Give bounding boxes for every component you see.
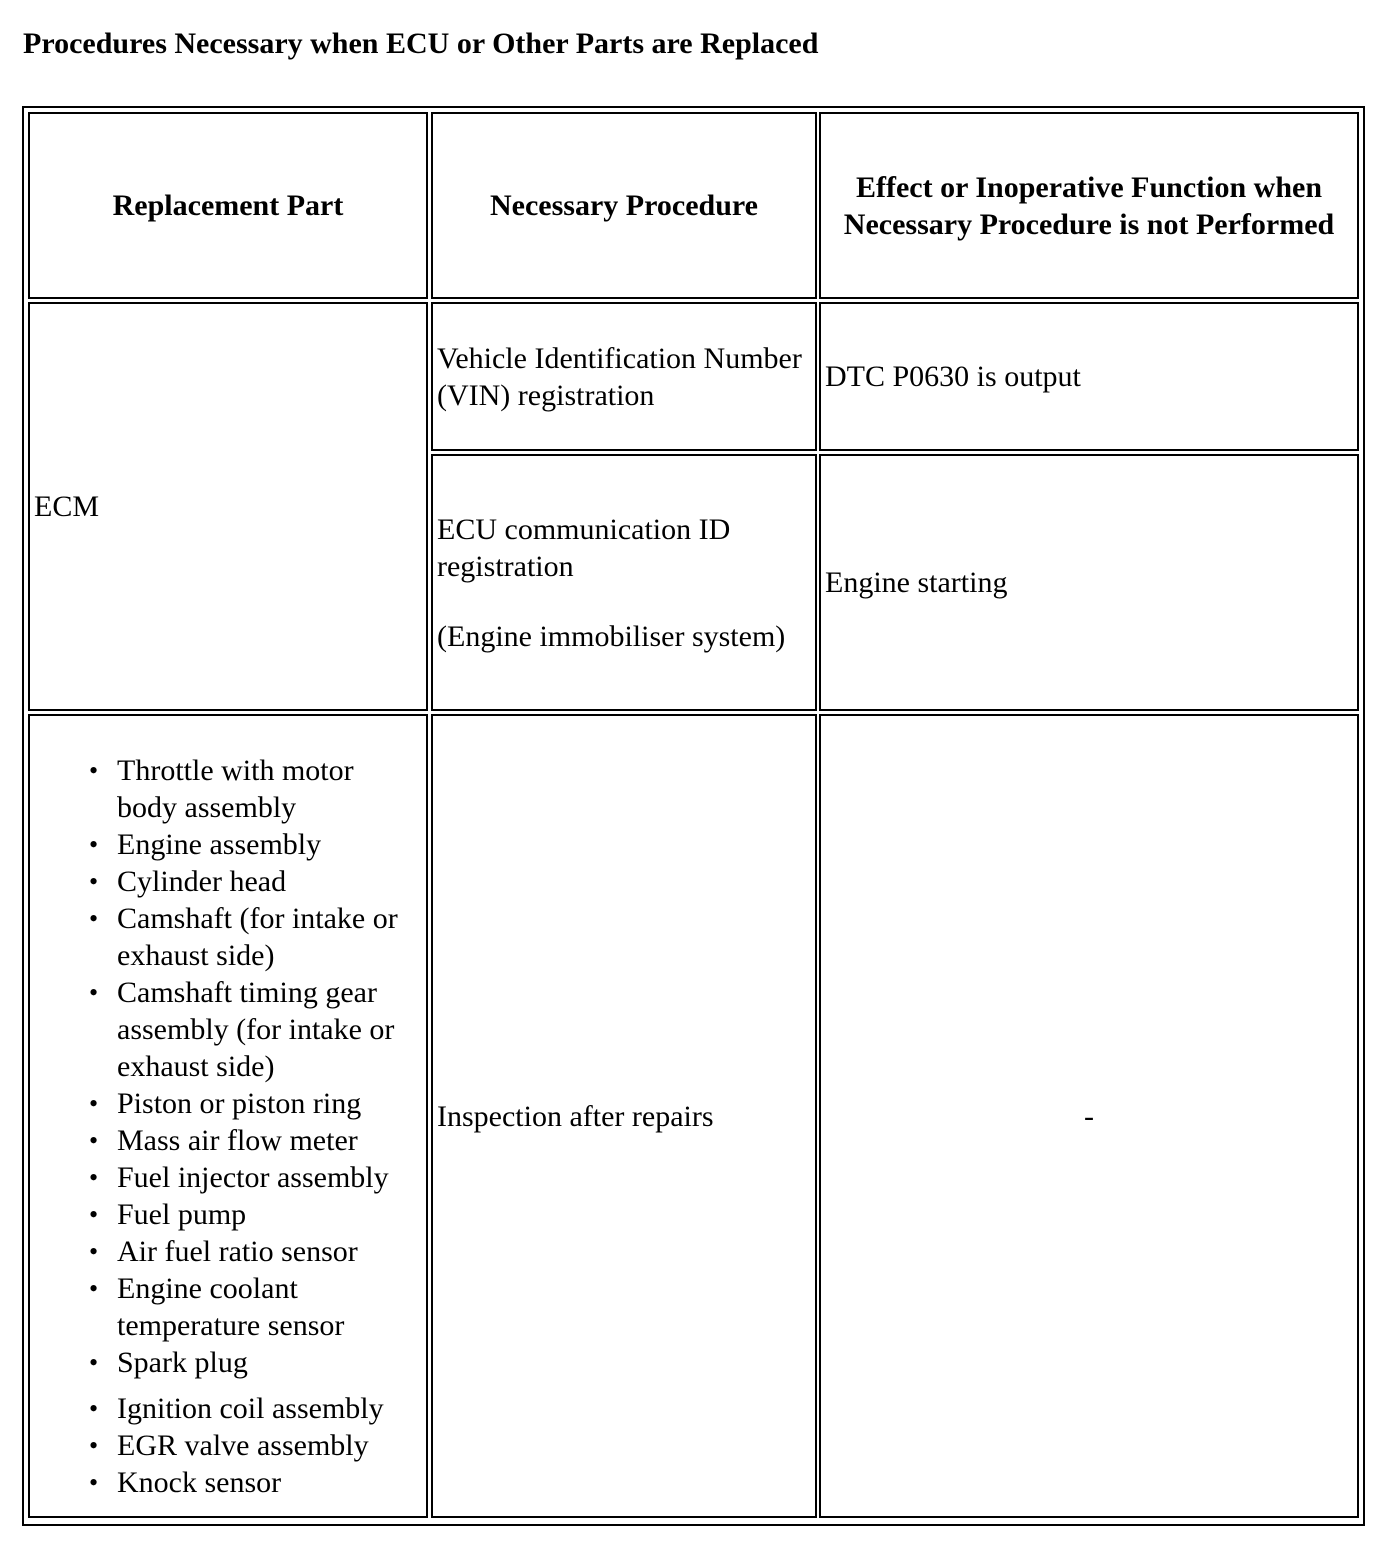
header-necessary-procedure-label: Necessary Procedure [490,189,758,222]
list-item: • Engine coolant temperature sensor [89,1270,419,1344]
ecu-id-procedure-cell [431,454,817,711]
ecm-part-label: ECM [34,490,100,523]
list-item: • Camshaft (for intake or exhaust side) [89,900,419,974]
vin-procedure-cell [431,302,817,451]
list-item: • Throttle with motor body assembly [89,752,419,826]
ecu-id-procedure-text: ECU communication ID registration [437,512,731,583]
list-item: • Fuel injector assembly [89,1159,419,1196]
ecu-id-effect-cell [819,454,1359,711]
list-item: • Piston or piston ring [89,1085,419,1122]
page-title: Procedures Necessary when ECU or Other Parts are Replaced [23,27,819,60]
list-item: • Fuel pump [89,1196,419,1233]
header-replacement-part [28,112,428,299]
vin-procedure-text: Vehicle Identification Number (VIN) registration [437,341,802,412]
list-item: • Spark plug [89,1344,419,1381]
list-item: • Ignition coil assembly [89,1390,419,1427]
replaced-parts-cell [28,714,428,1518]
list-item: • Mass air flow meter [89,1122,419,1159]
ecu-id-procedure-note: (Engine immobiliser system) [437,619,786,653]
vin-effect-cell [819,302,1359,451]
list-item: • Cylinder head [89,863,419,900]
ecm-part-cell [28,302,428,711]
header-effect-label: Effect or Inoperative Function when Necessary Procedure is not Performed [843,170,1335,241]
list-item: • Engine assembly [89,826,419,863]
list-item: • Air fuel ratio sensor [89,1233,419,1270]
list-item: • Camshaft timing gear assembly (for intake or exhaust side) [89,974,419,1085]
list-item: • EGR valve assembly [89,1427,419,1464]
header-necessary-procedure [431,112,817,299]
ecu-id-effect-text: Engine starting [825,566,1008,599]
inspection-effect-cell [819,714,1359,1518]
inspection-procedure-text: Inspection after repairs [437,1099,714,1133]
replaced-parts-list [89,752,419,1501]
list-item: • Knock sensor [89,1464,419,1501]
header-replacement-part-label: Replacement Part [112,189,344,222]
header-effect [819,112,1359,299]
vin-effect-text: DTC P0630 is output [825,360,1081,393]
inspection-procedure-cell [431,714,817,1518]
inspection-effect-text: - [1084,1099,1094,1133]
